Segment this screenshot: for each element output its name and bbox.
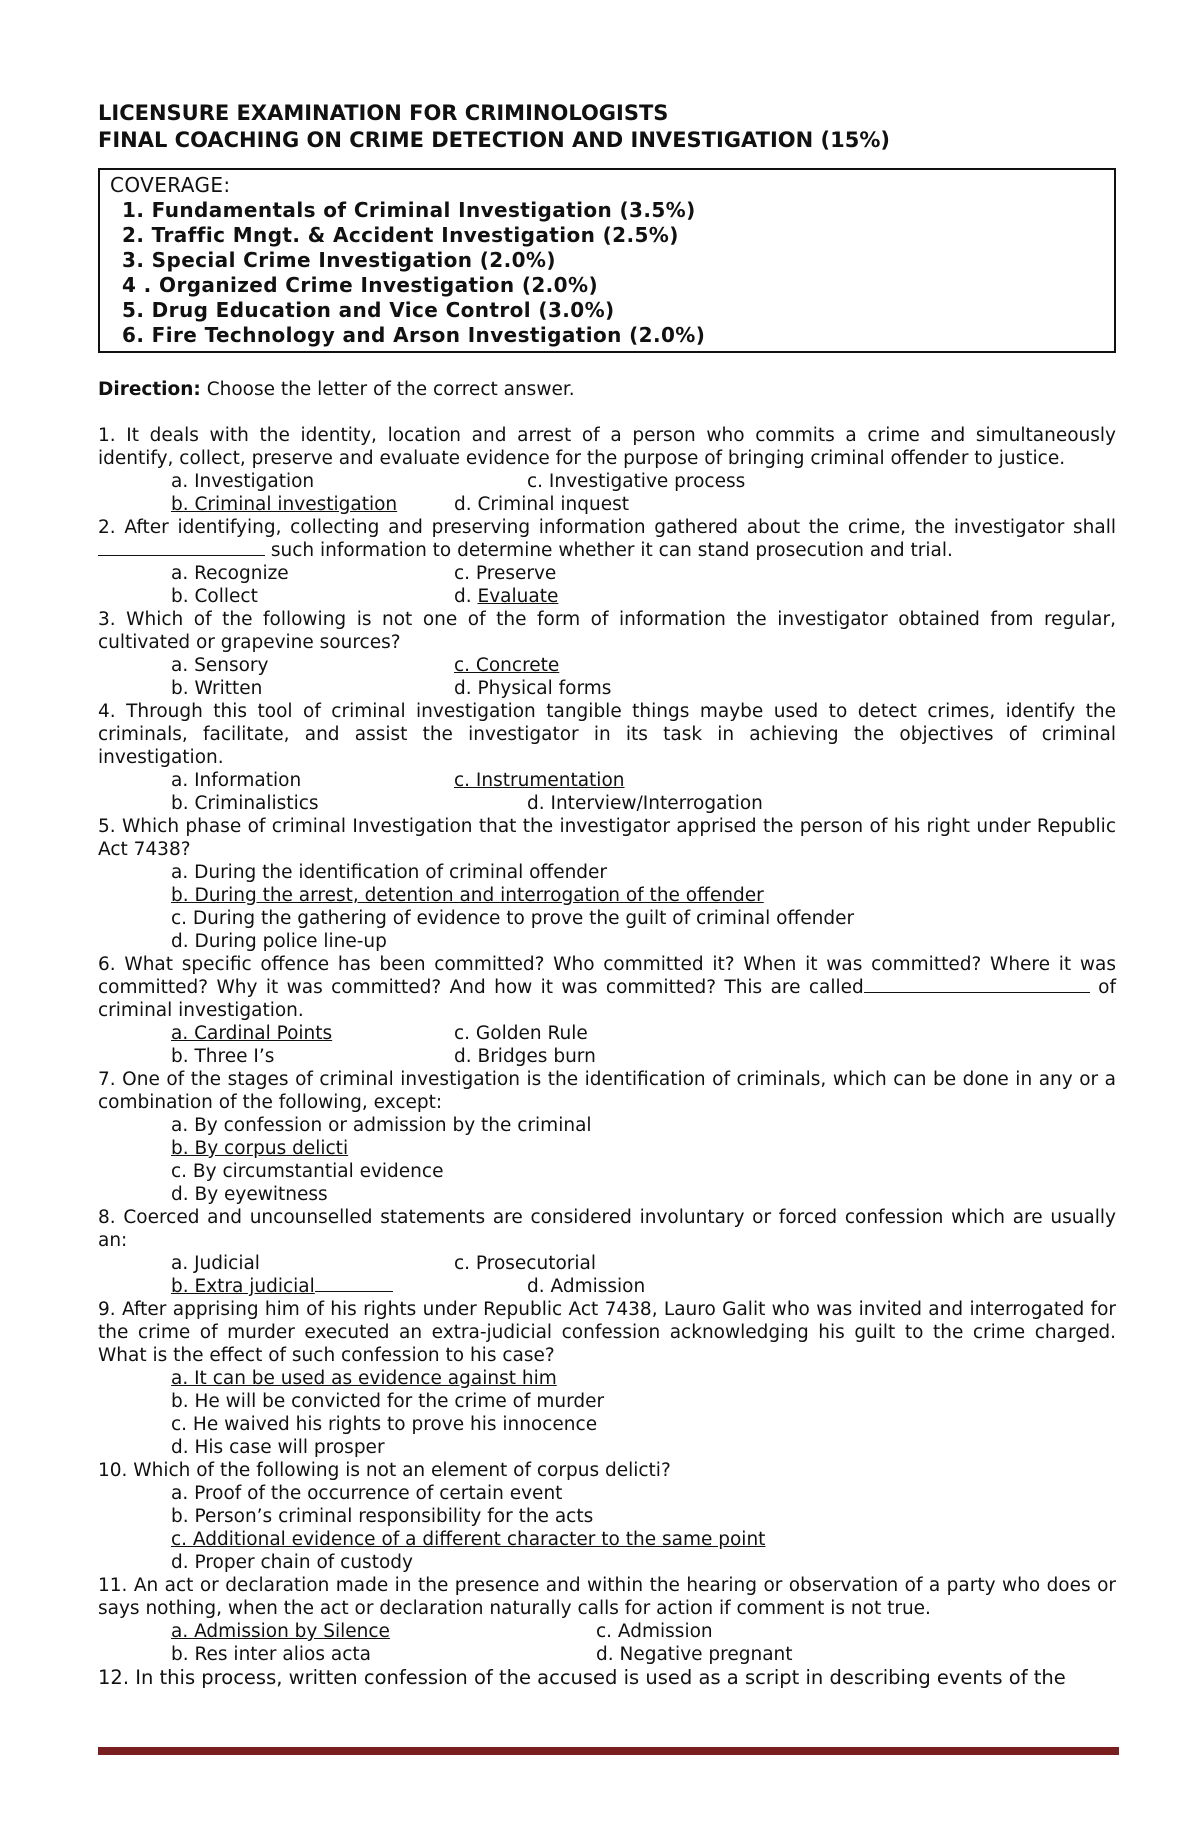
question-2-text: 2. After identifying, collecting and preserving information gathered about the crime, the investigator shall bbox=[98, 517, 1116, 538]
option-a: a. Investigation bbox=[171, 471, 315, 492]
option-c: c. Prosecutorial bbox=[454, 1253, 596, 1274]
option-a: a. During the identification of criminal offender bbox=[171, 862, 608, 883]
option-a: a. By confession or admission by the criminal bbox=[171, 1115, 592, 1136]
option-b-answer: b. By corpus delicti bbox=[171, 1138, 349, 1159]
option-c: c. Golden Rule bbox=[454, 1023, 588, 1044]
exam-subtitle: FINAL COACHING ON CRIME DETECTION AND INVESTIGATION (15%) bbox=[98, 128, 890, 152]
option-d: d. Interview/Interrogation bbox=[527, 793, 763, 814]
direction-label: Direction: bbox=[98, 379, 201, 400]
answer-blank bbox=[864, 977, 1090, 993]
option-d: d. Criminal inquest bbox=[454, 494, 630, 515]
question-9: 9. After apprising him of his rights under Republic Act 7438, Lauro Galit who was invited and interrogated for the crime of murder executed an extra-judicial confession acknowledging his guilt to the crime charged. What is the effect of such confession to his case? bbox=[98, 1299, 1116, 1366]
question-12: 12. In this process, written confession of the accused is used as a script in describing events of the bbox=[98, 1666, 1066, 1689]
option-a: a. Information bbox=[171, 770, 302, 791]
question-3: 3. Which of the following is not one of the form of information the investigator obtained from regular, cultivated or grapevine sources? bbox=[98, 609, 1116, 653]
question-10: 10. Which of the following is not an element of corpus delicti? bbox=[98, 1460, 671, 1481]
option-b: b. Res inter alios acta bbox=[171, 1644, 371, 1665]
option-b: b. Three I’s bbox=[171, 1046, 275, 1067]
coverage-item: 6. Fire Technology and Arson Investigation (2.0%) bbox=[122, 323, 706, 347]
option-d: d. During police line-up bbox=[171, 931, 387, 952]
option-b-answer-wrap bbox=[171, 1275, 527, 1298]
options-6 bbox=[98, 1022, 1116, 1068]
option-b: b. Criminalistics bbox=[171, 793, 319, 814]
coverage-box bbox=[98, 168, 1116, 353]
option-d: d. His case will prosper bbox=[171, 1437, 385, 1458]
option-b: b. Collect bbox=[171, 586, 258, 607]
option-c: c. Investigative process bbox=[527, 471, 746, 492]
option-c: c. During the gathering of evidence to prove the guilt of criminal offender bbox=[171, 908, 855, 929]
option-b-answer: b. Criminal investigation bbox=[171, 494, 398, 515]
option-c: c. He waived his rights to prove his innocence bbox=[171, 1414, 598, 1435]
question-7: 7. One of the stages of criminal investigation is the identification of criminals, which can be done in any or a combination of the following, except: bbox=[98, 1069, 1116, 1113]
options-8 bbox=[98, 1252, 1116, 1298]
question-6-text: 6. What specific offence has been committed? Who committed it? When it was committed? Where it was committed? Why it was committed? And how it was committed? This are called bbox=[98, 954, 1116, 998]
answer-blank bbox=[98, 540, 265, 556]
option-c: c. Admission bbox=[596, 1621, 713, 1642]
option-a-answer: a. Admission by Silence bbox=[171, 1621, 390, 1642]
question-2 bbox=[98, 516, 1116, 562]
question-1: 1. It deals with the identity, location and arrest of a person who commits a crime and simultaneously identify, collect, preserve and evaluate evidence for the purpose of bringing criminal offender to justice. bbox=[98, 425, 1116, 469]
option-d: d. Admission bbox=[527, 1276, 646, 1297]
option-d: d. By eyewitness bbox=[171, 1184, 328, 1205]
option-a-answer: a. Cardinal Points bbox=[171, 1023, 333, 1044]
option-a: a. Judicial bbox=[171, 1253, 260, 1274]
options-5 bbox=[98, 861, 1116, 953]
option-c-answer: c. Instrumentation bbox=[454, 770, 625, 791]
question-6 bbox=[98, 953, 1116, 1022]
options-3 bbox=[98, 654, 1116, 700]
option-b-answer: b. Extra judicial bbox=[171, 1276, 315, 1297]
option-c-answer: c. Concrete bbox=[454, 655, 560, 676]
option-a: a. Recognize bbox=[171, 563, 289, 584]
option-d: d. Bridges burn bbox=[454, 1046, 596, 1067]
option-b: b. Written bbox=[171, 678, 263, 699]
question-5: 5. Which phase of criminal Investigation that the investigator apprised the person of his right under Republic Act 7438? bbox=[98, 816, 1116, 860]
coverage-item: 5. Drug Education and Vice Control (3.0%) bbox=[122, 298, 615, 322]
option-c: c. Preserve bbox=[454, 563, 557, 584]
question-2-text-end: such information to determine whether it can stand prosecution and trial. bbox=[265, 540, 953, 561]
option-d: d. Physical forms bbox=[454, 678, 612, 699]
option-d-answer: Evaluate bbox=[477, 586, 559, 607]
exam-title: LICENSURE EXAMINATION FOR CRIMINOLOGISTS bbox=[98, 101, 669, 125]
option-b: b. He will be convicted for the crime of murder bbox=[171, 1391, 605, 1412]
question-6-text-end: of criminal investigation. bbox=[98, 977, 1116, 1021]
option-c: c. By circumstantial evidence bbox=[171, 1161, 444, 1182]
coverage-item: 2. Traffic Mngt. & Accident Investigation (2.5%) bbox=[122, 223, 679, 247]
question-8: 8. Coerced and uncounselled statements are considered involuntary or forced confession which are usually an: bbox=[98, 1207, 1116, 1251]
option-c-answer: c. Additional evidence of a different character to the same point bbox=[171, 1529, 766, 1550]
underline-pad bbox=[315, 1276, 393, 1292]
questions-body bbox=[98, 378, 1116, 1689]
direction bbox=[98, 378, 1116, 401]
coverage-item: 4 . Organized Crime Investigation (2.0%) bbox=[122, 273, 598, 297]
coverage-item: 3. Special Crime Investigation (2.0%) bbox=[122, 248, 556, 272]
footer-divider bbox=[98, 1747, 1119, 1755]
coverage-heading: COVERAGE: bbox=[110, 173, 231, 197]
option-d: d. Negative pregnant bbox=[596, 1644, 793, 1665]
options-4 bbox=[98, 769, 1116, 815]
options-1 bbox=[98, 470, 1116, 516]
options-10 bbox=[98, 1482, 1116, 1574]
question-4: 4. Through this tool of criminal investigation tangible things maybe used to detect crimes, identify the criminals, facilitate, and assist the investigator in its task in achieving the objectives of criminal investigation. bbox=[98, 701, 1116, 768]
option-b: b. Person’s criminal responsibility for the acts bbox=[171, 1506, 594, 1527]
option-a: a. Proof of the occurrence of certain event bbox=[171, 1483, 563, 1504]
option-a: a. Sensory bbox=[171, 655, 269, 676]
options-9 bbox=[98, 1367, 1116, 1459]
options-7 bbox=[98, 1114, 1116, 1206]
option-a-answer: a. It can be used as evidence against him bbox=[171, 1368, 557, 1389]
coverage-item: 1. Fundamentals of Criminal Investigation (3.5%) bbox=[122, 198, 696, 222]
direction-text: Choose the letter of the correct answer. bbox=[200, 379, 575, 400]
options-11 bbox=[98, 1620, 1116, 1666]
option-d-prefix: d. bbox=[454, 586, 478, 607]
option-b-answer: b. During the arrest, detention and interrogation of the offender bbox=[171, 885, 764, 906]
options-2 bbox=[98, 562, 1116, 608]
option-d: d. Proper chain of custody bbox=[171, 1552, 413, 1573]
document-page bbox=[98, 0, 1116, 1689]
option-d bbox=[454, 585, 558, 608]
question-11: 11. An act or declaration made in the presence and within the hearing or observation of a party who does or says nothing, when the act or declaration naturally calls for action if comment is not true. bbox=[98, 1575, 1116, 1619]
